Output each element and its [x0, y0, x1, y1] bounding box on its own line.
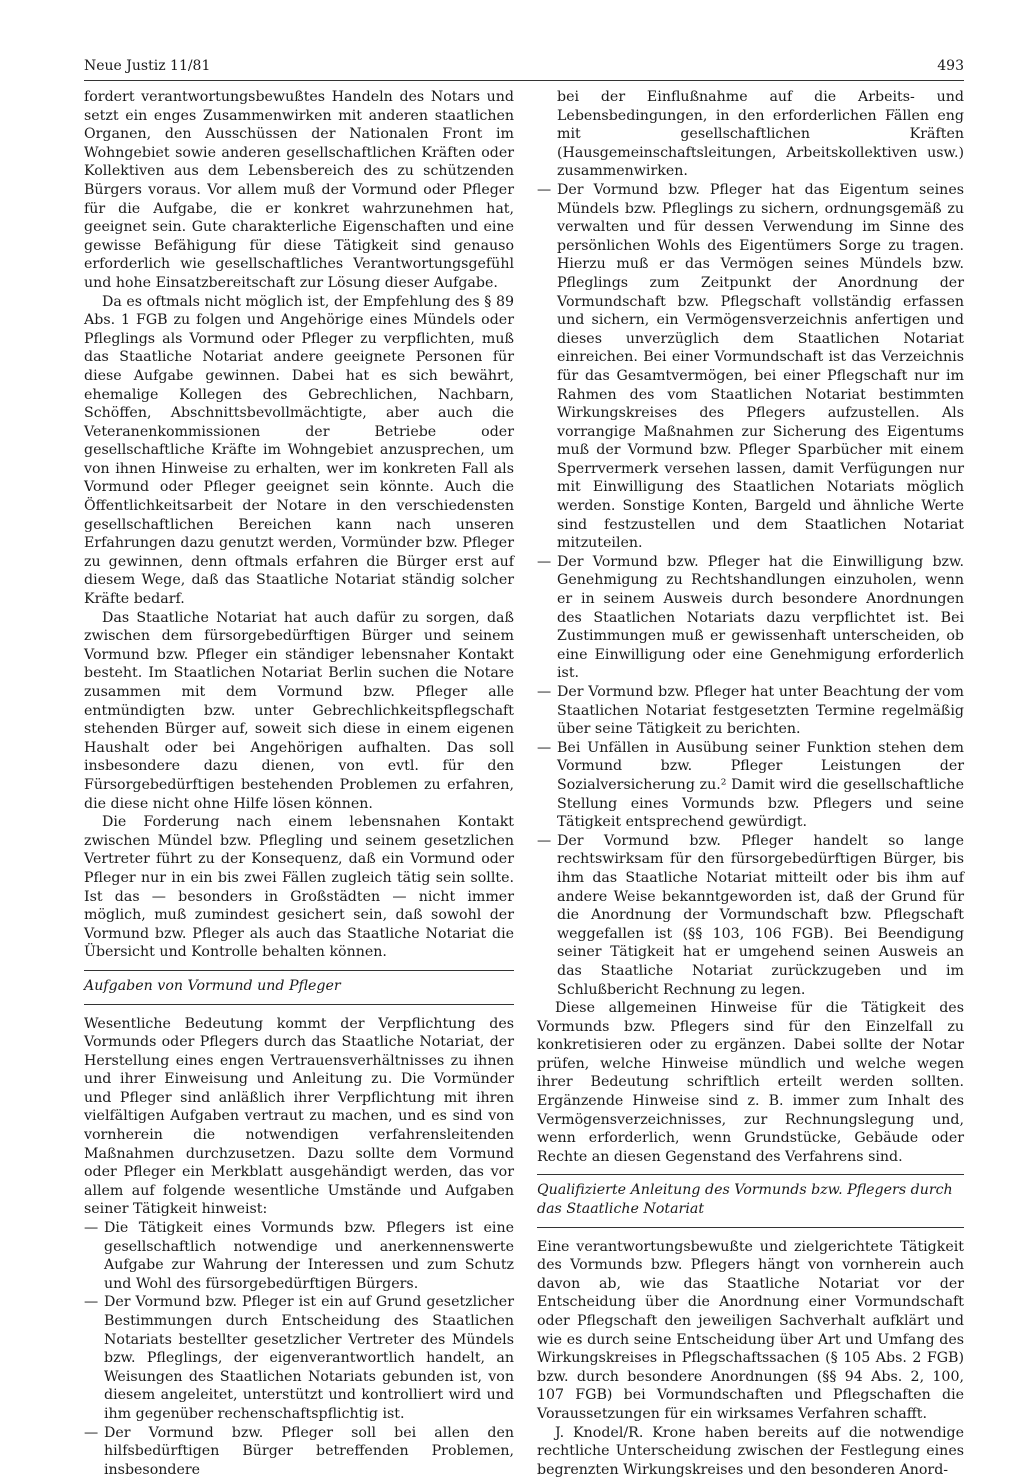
- list-item: [537, 739, 964, 832]
- list-item-text: Bei Unfällen in Ausübung seiner Funktion stehen dem Vormund bzw. Pfleger Leistungen der Sozialversicherung zu.² Damit wird die gesellschaftliche Stellung eines Vormunds bzw. Pflegers und seine Tätigkeit entsprechend gewürdigt.: [557, 739, 964, 831]
- paragraph: Da es oftmals nicht möglich ist, der Empfehlung des § 89 Abs. 1 FGB zu folgen und Angehörige eines Mündels oder Pfleglings als Vormund oder Pfleger zu verpflichten, muß das Staatliche Notariat andere geeignete Personen für diese Aufgabe gewinnen. Dabei hat es sich bewährt, ehemalige Kollegen des Gebrechlichen, Nachbarn, Schöffen, Abschnittsbevollmächtigte, aber auch die Veteranenkommissionen der Betriebe oder gesellschaftliche Kräfte im Wohngebiet anzusprechen, um von ihnen Hinweise zu erhalten, wer im konkreten Fall als Vormund oder Pfleger geeignet sein könnte. Auch die Öffentlichkeitsarbeit der Notare in den verschiedensten gesellschaftlichen Bereichen kann nach unseren Erfahrungen dazu genutzt werden, Vormünder bzw. Pfleger zu gewinnen, denn oftmals erfahren die Bürger erst auf diesem Wege, daß das Staatliche Notariat ständig solcher Kräfte bedarf.: [84, 293, 514, 608]
- section-heading: Aufgaben von Vormund und Pfleger: [84, 970, 514, 1005]
- list-item-text: Der Vormund bzw. Pfleger hat die Einwilligung bzw. Genehmigung zu Rechtshandlungen einzuholen, wenn er in seinem Ausweis durch besondere Anordnungen des Staatlichen Notariats dazu verpflichtet ist. Bei Zustimmungen muß er gewissenhaft unterscheiden, ob eine Einwilligung oder eine Genehmigung erforderlich ist.: [557, 553, 964, 682]
- list-item: [84, 1293, 514, 1423]
- dash-marker: —: [537, 684, 552, 700]
- list-item: [84, 1219, 514, 1293]
- dash-marker: —: [537, 553, 552, 570]
- dash-marker: —: [537, 739, 552, 756]
- dash-marker: —: [84, 1294, 99, 1311]
- section-heading: Qualifizierte Anleitung des Vormunds bzw. Pflegers durch das Staatliche Notariat: [537, 1174, 964, 1227]
- right-column: [537, 88, 964, 1479]
- paragraph: Eine verantwortungsbewußte und zielgerichtete Tätigkeit des Vormunds bzw. Pflegers hängt von vornherein auch davon ab, wie das Staatliche Notariat vor der Entscheidung über die Anordnung einer Vormundschaft oder Pflegschaft den jeweiligen Sachverhalt aufklärt und wie es durch seine Entscheidung über Art und Umfang des Wirkungskreises in Pflegschaftssachen (§ 105 Abs. 2 FGB) bzw. durch besondere Anordnungen (§§ 94 Abs. 2, 100, 107 FGB) bei Vormundschaften und Pflegschaften die Voraussetzungen für ein wirksames Verfahren schafft.: [537, 1238, 964, 1422]
- paragraph: fordert verantwortungsbewußtes Handeln des Notars und setzt ein enges Zusammenwirken mit anderen staatlichen Organen, den Ausschüssen der Nationalen Front im Wohngebiet sowie anderen gesellschaftlichen Kräften oder Kollektiven aus dem Lebensbereich des zu schützenden Bürgers voraus. Vor allem muß der Vormund oder Pfleger für die Aufgabe, die er konkret wahrzunehmen hat, geeignet sein. Gute charakterliche Eigenschaften und eine gewisse Befähigung für diese Tätigkeit sind genauso erforderlich wie gesellschaftliches Verantwortungsgefühl und hohe Einsatzbereitschaft zur Lösung dieser Aufgabe.: [84, 89, 514, 291]
- dash-marker: —: [84, 1424, 99, 1441]
- list-item: [537, 553, 964, 683]
- list-item-text: Der Vormund bzw. Pfleger hat unter Beachtung der vom Staatlichen Notariat festgesetzten Termine regelmäßig über seine Tätigkeit zu berichten.: [557, 684, 964, 738]
- page-number: 493: [937, 58, 964, 74]
- running-header: [84, 58, 964, 81]
- list-item: [537, 832, 964, 999]
- list-item-text: Der Vormund bzw. Pfleger handelt so lange rechtswirksam für den fürsorgebedürftigen Bürger, bis ihm das Staatliche Notariat mitteilt oder bis ihm auf andere Weise bekanntgeworden ist, daß der Grund für die Anordnung der Vormundschaft bzw. Pflegschaft weggefallen ist (§§ 103, 106 FGB). Bei Beendigung seiner Tätigkeit hat er umgehend seinen Ausweis an das Staatliche Notariat zurückzugeben und im Schlußbericht Rechnung zu legen.: [557, 832, 964, 998]
- paragraph: Das Staatliche Notariat hat auch dafür zu sorgen, daß zwischen dem fürsorgebedürftigen Bürger und seinem Vormund bzw. Pfleger ein ständiger lebensnaher Kontakt besteht. Im Staatlichen Notariat Berlin suchen die Notare zusammen mit dem Vormund bzw. Pfleger alle entmündigten bzw. unter Gebrechlichkeitspflegschaft stehenden Bürger auf, soweit sich diese in einem eigenen Haushalt oder bei Angehörigen aufhalten. Das soll insbesondere dazu dienen, von evtl. für den Fürsorgebedürftigen bestehenden Problemen zu erfahren, die diese nicht ohne Hilfe lösen können.: [84, 609, 514, 812]
- dash-marker: —: [84, 1220, 99, 1237]
- dash-marker: —: [537, 832, 552, 849]
- list-item-text: Der Vormund bzw. Pfleger ist ein auf Grund gesetzlicher Bestimmungen durch Entscheidung des Staatlichen Notariats bestellter gesetzlicher Vertreter des Mündels bzw. Pfleglings, der eigenverantwortlich handelt, an Weisungen des Staatlichen Notariats gebunden ist, von diesem angeleitet, unterstützt und kontrolliert wird und ihm gegenüber rechenschaftspflichtig ist.: [104, 1294, 514, 1422]
- paragraph-continued: bei der Einflußnahme auf die Arbeits- und Lebensbedingungen, in den erforderlichen Fällen eng mit gesellschaftlichen Kräften (Hausgemeinschaftsleitungen, Arbeitskollektiven usw.) zusammenwirken.: [557, 89, 964, 180]
- list-item-text: Der Vormund bzw. Pfleger soll bei allen den hilfsbedürftigen Bürger betreffenden Problemen, insbesondere: [104, 1424, 514, 1478]
- dash-marker: —: [537, 181, 552, 198]
- list-item-text: Der Vormund bzw. Pfleger hat das Eigentum seines Mündels bzw. Pfleglings zu sichern, ordnungsgemäß zu verwalten und für dessen Verwendung im Sinne des persönlichen Wohls des Eigentümers Sorge zu tragen. Hierzu muß er das Vermögen seines Mündels bzw. Pfleglings zum Zeitpunkt der Anordnung der Vormundschaft bzw. Pflegschaft vollständig erfassen und sichern, ein Vermögensverzeichnis anfertigen und dieses unverzüglich dem Staatlichen Notariat einreichen. Bei einer Vormundschaft ist das Verzeichnis für das Gesamtvermögen, bei einer Pflegschaft nur im Rahmen des vom Staatlichen Notariat bestimmten Wirkungskreises des Pflegers aufzustellen. Als vorrangige Maßnahmen zur Sicherung des Eigentums muß der Vormund bzw. Pfleger Sparbücher mit einem Sperrvermerk versehen lassen, damit Verfügungen nur mit Einwilligung des Staatlichen Notariats möglich werden. Sonstige Konten, Bargeld und ähnliche Werte sind festzustellen und dem Staatlichen Notariat mitzuteilen.: [557, 181, 964, 552]
- paragraph: Die Forderung nach einem lebensnahen Kontakt zwischen Mündel bzw. Pflegling und seinem gesetzlichen Vertreter führt zu der Konsequenz, daß ein Vormund oder Pfleger nur in ein bis zwei Fällen zugleich tätig sein sollte. Ist das — besonders in Großstädten — nicht immer möglich, muß zumindest gesichert sein, daß sowohl der Vormund bzw. Pfleger als auch das Staatliche Notariat die Übersicht und Kontrolle behalten können.: [84, 814, 514, 961]
- paragraph: Diese allgemeinen Hinweise für die Tätigkeit des Vormunds bzw. Pflegers sind für den Einzelfall zu konkretisieren oder zu ergänzen. Dabei sollte der Notar prüfen, welche Hinweise mündlich und welche wegen ihrer Bedeutung schriftlich erteilt werden sollten. Ergänzende Hinweise sind z. B. immer zum Inhalt des Vermögensverzeichnisses, zur Rechnungslegung und, wenn erforderlich, wenn Grundstücke, Gebäude oder Rechte an diesen Gegenstand des Verfahrens sind.: [537, 1000, 964, 1165]
- paragraph: J. Knodel/R. Krone haben bereits auf die notwendige rechtliche Unterscheidung zwischen der Festlegung eines begrenzten Wirkungskreises und den besonderen Anord-: [537, 1424, 964, 1478]
- journal-title: Neue Justiz 11/81: [84, 58, 211, 74]
- left-column: [84, 88, 514, 1479]
- list-item: [537, 181, 964, 553]
- list-item-text: Die Tätigkeit eines Vormunds bzw. Pflegers ist eine gesellschaftlich notwendige und anerkennenswerte Aufgabe zur Wahrung der Interessen und zum Schutz und Wohl des fürsorgebedürftigen Bürgers.: [104, 1220, 514, 1292]
- paragraph: Wesentliche Bedeutung kommt der Verpflichtung des Vormunds oder Pflegers durch das Staatliche Notariat, der Herstellung eines engen Vertrauensverhältnisses zu ihnen und ihrer Einweisung und Anleitung zu. Die Vormünder und Pfleger sind anläßlich ihrer Verpflichtung mit ihren vielfältigen Aufgaben vertraut zu machen, und es sind von vornherein die notwendigen verfahrensleitenden Maßnahmen durchzusetzen. Dazu sollte dem Vormund oder Pfleger ein Merkblatt ausgehändigt werden, das vor allem auf folgende wesentliche Umstände und Aufgaben seiner Tätigkeit hinweist:: [84, 1015, 514, 1218]
- list-item: [537, 683, 964, 739]
- list-item: [84, 1424, 514, 1479]
